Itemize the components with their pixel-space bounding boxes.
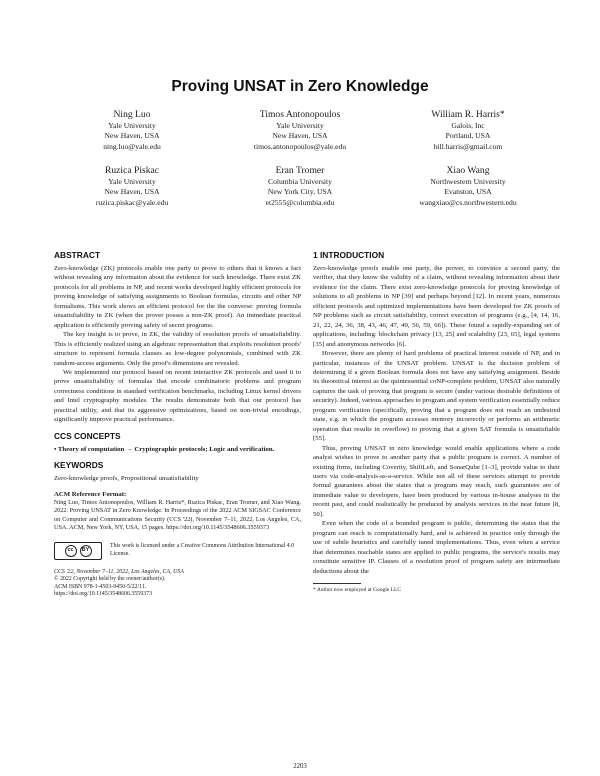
author-location: New Haven, USA	[104, 187, 160, 197]
author-block	[215, 164, 385, 208]
author-affiliation: Columbia University	[268, 177, 332, 186]
ccs-concepts-heading: CCS CONCEPTS	[54, 430, 121, 441]
introduction-paragraph: Zero-knowledge proofs enable one party, the prover, to convince a second party, the verifier, that they know the validity of a claim, without revealing information about their evidence for the claim. There exist zero-knowledge protocols for proving knowledge of solutions to all problems in NP [39] and perhaps beyond [12]. In recent years, numerous efficient protocols and optimized implementations have been developed for ZK proofs of NP problems such as circuit satisfiability, correct execution of programs (e.g., [4, 14, 16, 21, 22, 24, 36, 38, 43, 46, 47, 49, 56, 59, 66]). These found a rapidly-expanding set of applications, including: blockchain privacy [13, 25] and scalability [23, 65], legal systems [35] and anonymous networks [6].	[313, 265, 560, 348]
page-number: 2203	[293, 763, 307, 770]
author-email: ning.luo@yale.edu	[103, 141, 161, 151]
abstract-paragraph: We implemented our protocol based on recent interactive ZK protocols and used it to prove unsatisfiability of formulas that encode combinatoric problems and program correctness conditions in standard verification benchmarks, including Linux kernel drivers and Intel cryptography modules. The results demonstrate both that our protocol has practical utility, and that its aggressive optimizations, based on non-trivial encodings, significantly improve practical performance.	[54, 368, 301, 424]
author-location: Portland, USA	[445, 131, 491, 141]
doi-link[interactable]: https://doi.org/10.1145/3548606.3559373	[54, 591, 153, 598]
author-name: Ning Luo	[113, 109, 151, 120]
introduction-heading: 1 INTRODUCTION	[313, 250, 385, 260]
license-text: This work is licensed under a Creative Commons Attribution International 4.0 License.	[110, 542, 295, 557]
author-location: New York City, USA	[267, 187, 333, 197]
conference-info	[54, 569, 301, 599]
author-block	[383, 108, 553, 152]
footnote: * Author now employed at Google LLC	[313, 586, 401, 593]
abstract-paragraph: Zero-knowledge (ZK) protocols enable one party to prove to others that it knows a fact without revealing any information about the evidence for such knowledge. There exist ZK protocols for all problems in NP, and recent works developed highly efficient protocols for proving knowledge of satisfying assignments to Boolean formulas, circuits and other NP formalisms. This work shows an efficient protocol for the the converse: proving formula unsatisfiability in ZK (when the prover posses a non-ZK proof). An immediate practical application is efficiently proving safety of secret programs.	[54, 265, 301, 329]
author-email: et2555@columbia.edu	[265, 197, 335, 207]
keywords-text: Zero-knowledge proofs, Propositional unsatisfiability	[54, 475, 199, 483]
author-affiliation: Northwestern University	[430, 177, 506, 186]
introduction-paragraph: Even when the code of a bounded program is public, determining the states that the program can reach is computationally hard, and is achieved in practice only through the use of subtle heuristics and carefully tuned implementations. Thus, even when a service that determines reachable states are applied to public programs, the service's results may constitute sensitive IP. Clauses of a resolution proof of program safety are intermediate deductions about the	[313, 520, 560, 575]
conference-info-line: ACM ISBN 978-1-4503-9450-5/22/11.	[54, 583, 147, 590]
by-badge: BY	[80, 545, 92, 557]
right-column	[313, 250, 560, 594]
footnote-divider	[313, 583, 361, 584]
author-block	[47, 108, 217, 152]
abstract-heading: ABSTRACT	[54, 250, 101, 260]
license-block	[54, 542, 301, 560]
author-location: New Haven, USA	[104, 131, 160, 141]
cc-badge: cc	[65, 545, 77, 557]
author-email: ruzica.piskac@yale.edu	[95, 197, 169, 207]
author-affiliation: Yale University	[276, 121, 324, 130]
author-block	[215, 108, 385, 152]
author-name: Ruzica Piskac	[104, 165, 160, 176]
author-email: wangxiao@cs.northwestern.edu	[419, 197, 517, 207]
paper-title: Proving UNSAT in Zero Knowledge	[171, 78, 429, 95]
author-location: Evanston, USA	[444, 187, 492, 197]
keywords-heading: KEYWORDS	[54, 460, 104, 471]
author-affiliation: Galois, Inc	[451, 121, 485, 130]
left-column	[54, 250, 301, 599]
author-affiliation: Yale University	[108, 177, 156, 186]
author-name: Eran Tromer	[275, 165, 325, 176]
author-block	[383, 164, 553, 208]
introduction-paragraph: Thus, proving UNSAT in zero knowledge would enable applications where a code analyst wishes to prove to another party that a public program is correct. A number of existing firms, including Coverity, ShiftLeft, and SonarQube [1–3], provide value to their users via code-analysis-as-a-service. While not all of these services attempt to provide formal guarantees about the states that a program may reach, such guarantees are of immediate value to developers, have been produced by various in-house analyses in the recent past, and could realistically be produced by analysis services in the near future [8, 50].	[313, 444, 560, 518]
conference-info-line: CCS '22, November 7–11, 2022, Los Angeles, CA, USA	[54, 568, 184, 575]
author-name: Xiao Wang	[446, 165, 490, 176]
ccs-concepts-text: • Theory of computation → Cryptographic protocols; Logic and verification.	[54, 445, 275, 453]
creative-commons-icon	[54, 542, 102, 560]
author-name: Timos Antonopoulos	[259, 109, 341, 120]
author-name: William R. Harris*	[431, 109, 505, 120]
introduction-paragraph: However, there are plenty of hard problems of practical interest outside of NP, and in particular, instances of the UNSAT problem. UNSAT is the decision problem of determining if a given Boolean formula does not have any satisfying assignment. Beside its theoretical interest as the quintessential coNP-complete problem, UNSAT also naturally captures the task of proving that program is secure (under various desirable definitions of security). Indeed, various approaches to program and system verification essentially reduce program verification (specifically, proving that a program does not reach an undesired state, e.g. in which the program accesses memory incorrectly or performs an arithmetic operation that results in overflow) to proving that a given SAT formula is unsatisfiable [55].	[313, 350, 560, 443]
author-block	[47, 164, 217, 208]
abstract-paragraph: The key insight is to prove, in ZK, the validity of resolution proofs of unsatisfiability. This is efficiently realized using an algebraic representation that exploits resolution proofs' structure to represent formula clauses as low-degree polynomials, combined with ZK random-access arguments. Only the proof's dimensions are revealed.	[54, 331, 301, 367]
author-affiliation: Yale University	[108, 121, 156, 130]
conference-info-line: © 2022 Copyright held by the owner/author(s).	[54, 576, 166, 583]
author-location: New Haven, USA	[272, 131, 328, 141]
acm-reference-text: Ning Luo, Timos Antonopoulos, William R. Harris*, Ruzica Piskac, Eran Tromer, and Xiao Wang. 2022. Proving UNSAT in Zero Knowledge. In Proceedings of the 2022 ACM SIGSAC Conference on Computer and Communications Security (CCS '22), November 7–11, 2022, Los Angeles, CA, USA. ACM, New York, NY, USA, 15 pages. https://doi.org/10.1145/3548606.3559373	[54, 499, 301, 532]
acm-reference-heading: ACM Reference Format:	[54, 490, 127, 498]
author-email: timos.antonopoulos@yale.edu	[253, 141, 347, 151]
author-email: bill.harris@gmail.com	[433, 141, 503, 151]
